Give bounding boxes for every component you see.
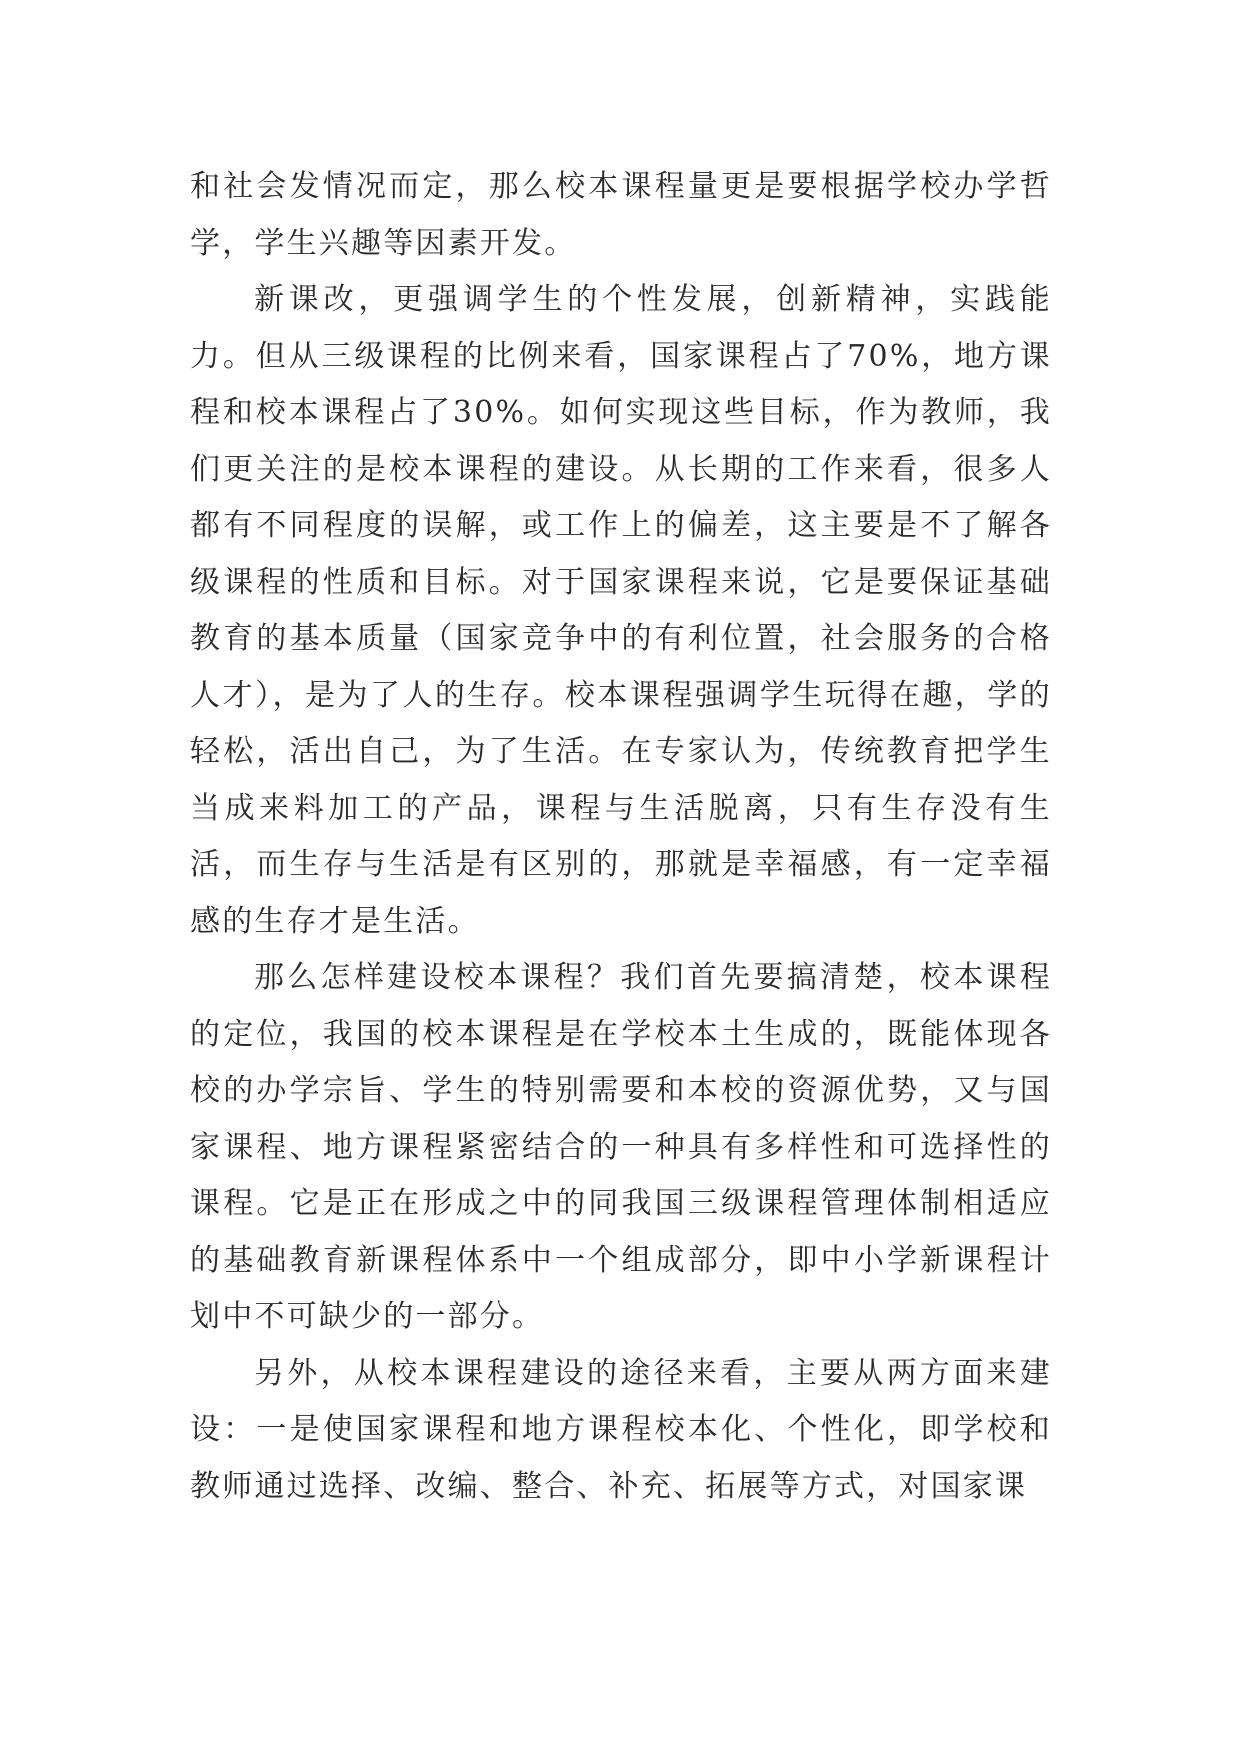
paragraph-3: 那么怎样建设校本课程？我们首先要搞清楚，校本课程的定位，我国的校本课程是在学校本土生成的，既能体现各校的办学宗旨、学生的特别需要和本校的资源优势，又与国家课程、地方课程紧密结合的一种具有多样性和可选择性的课程。它是正在形成之中的同我国三级课程管理体制相适应的基础教育新课程体系中一个组成部分，即中小学新课程计划中不可缺少的一部分。	[190, 960, 1052, 1334]
paragraph-1: 和社会发情况而定，那么校本课程量更是要根据学校办学哲学，学生兴趣等因素开发。	[190, 169, 1052, 261]
document-body	[190, 159, 1052, 1515]
paragraph-4: 另外，从校本课程建设的途径来看，主要从两方面来建设：一是使国家课程和地方课程校本化、个性化，即学校和教师通过选择、改编、整合、补充、拓展等方式，对国家课	[190, 1355, 1052, 1504]
paragraph-2: 新课改，更强调学生的个性发展，创新精神，实践能力。但从三级课程的比例来看，国家课程占了70%，地方课程和校本课程占了30%。如何实现这些目标，作为教师，我们更关注的是校本课程的建设。从长期的工作来看，很多人都有不同程度的误解，或工作上的偏差，这主要是不了解各级课程的性质和目标。对于国家课程来说，它是要保证基础教育的基本质量（国家竞争中的有利位置，社会服务的合格人才），是为了人的生存。校本课程强调学生玩得在趣，学的轻松，活出自己，为了生活。在专家认为，传统教育把学生当成来料加工的产品，课程与生活脱离，只有生存没有生活，而生存与生活是有区别的，那就是幸福感，有一定幸福感的生存才是生活。	[190, 282, 1052, 939]
